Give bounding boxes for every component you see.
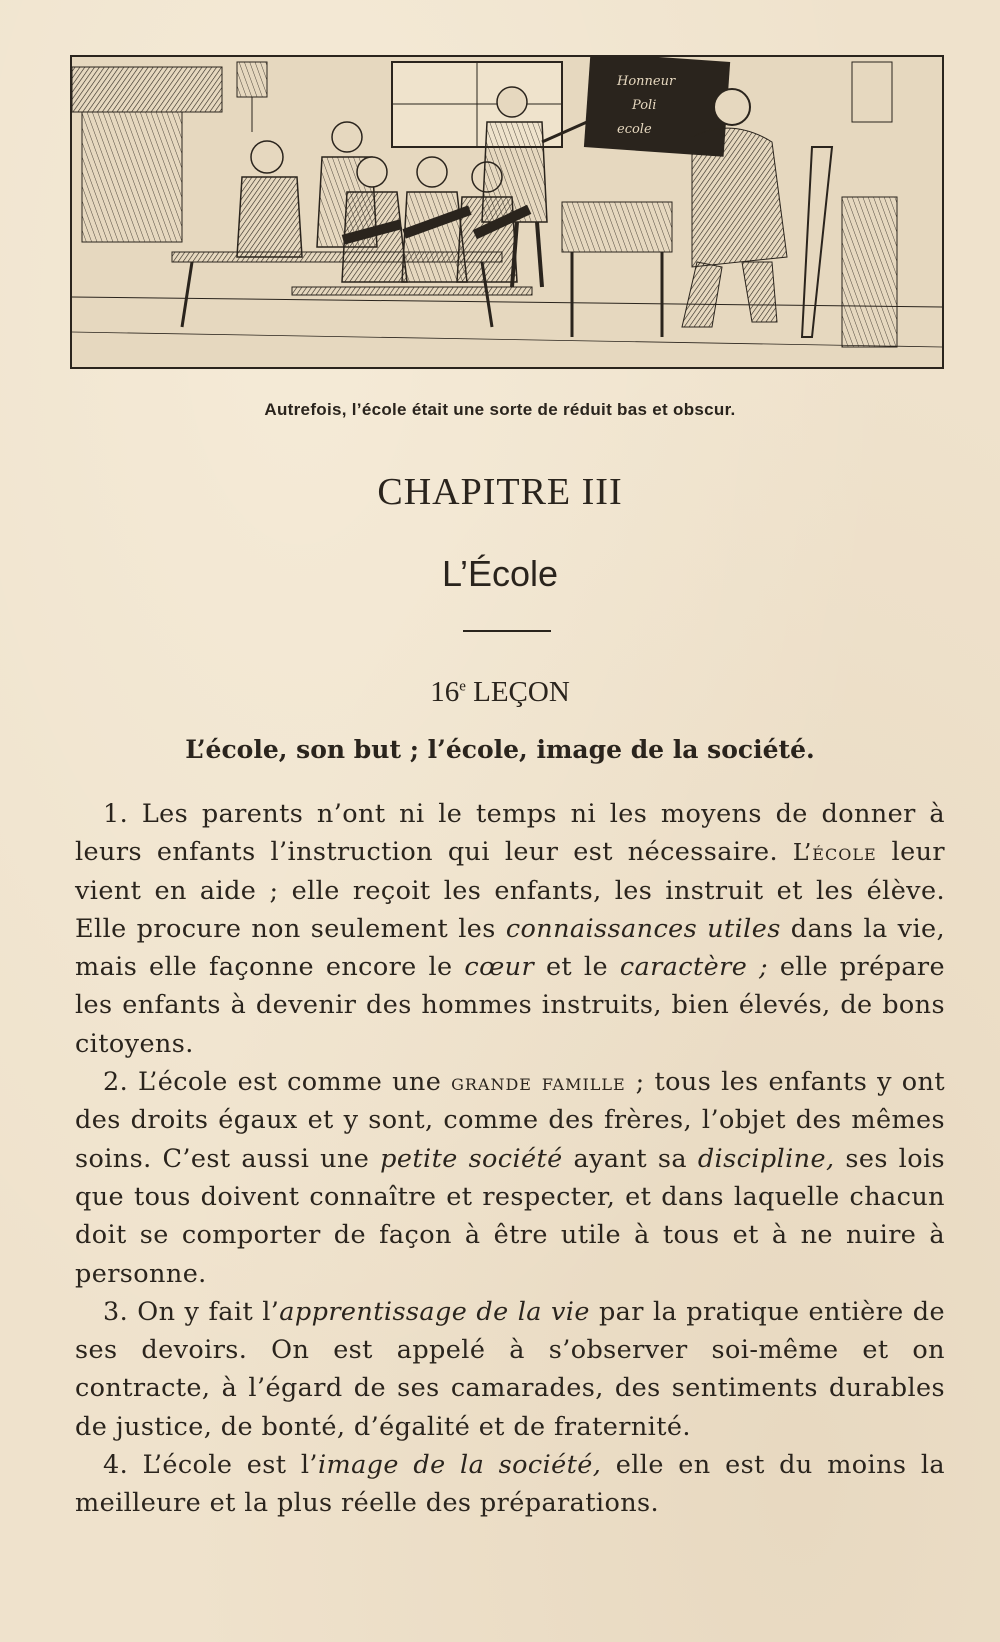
- blackboard-line-3: ecole: [617, 122, 652, 137]
- paragraph-2: [75, 1063, 945, 1293]
- italic-term: discipline,: [697, 1143, 835, 1174]
- small-caps-term: L’école: [792, 838, 877, 867]
- paragraph-1: [75, 795, 945, 1063]
- text-run: ayant sa: [562, 1143, 698, 1174]
- text-run: et le: [534, 952, 620, 983]
- text-run: On y fait l’: [128, 1296, 280, 1327]
- paragraph-number: 1.: [103, 799, 129, 829]
- lesson-number: 16: [430, 676, 460, 708]
- paragraph-number: 4.: [103, 1450, 129, 1481]
- text-run: ses lois que tous doivent connaître et respecter, et dans laquelle chacun doit se comporter de façon à être utile à tous et à ne nuire à personne.: [75, 1143, 946, 1289]
- blackboard-line-2: Poli: [632, 98, 657, 113]
- classroom-engraving: [70, 55, 944, 369]
- text-run: ; tous les enfants y ont des droits égaux et y sont, comme des frères, l’objet des mêmes soins. C’est aussi une: [75, 1067, 945, 1174]
- paragraph-4: [75, 1446, 945, 1523]
- italic-term: connaissances utiles: [505, 913, 781, 944]
- italic-term: cœur: [464, 952, 535, 983]
- small-caps-term: grande famille: [451, 1068, 626, 1097]
- paragraph-number: 2.: [103, 1067, 129, 1098]
- text-run: par la pratique entière de ses devoirs. On est appelé à s’observer soi-même et on contracte, à l’égard de ses camarades, des sentiments durables de justice, de bonté, d’égalité et de fraternité.: [75, 1296, 945, 1442]
- italic-term: petite société: [380, 1143, 563, 1174]
- lesson-label: LEÇON: [473, 676, 570, 708]
- italic-term: apprentissage de la vie: [279, 1296, 590, 1327]
- text-run: leur vient en aide ; elle reçoit les enfants, les instruit et les élève. Elle procure non seulement les: [75, 837, 945, 944]
- italic-term: caractère ;: [619, 952, 769, 983]
- blackboard-line-1: Honneur: [617, 74, 676, 89]
- lesson-title: L’école, son but ; l’école, image de la société.: [185, 735, 815, 764]
- text-run: elle prépare les enfants à devenir des hommes instruits, bien élevés, de bons citoyens.: [75, 952, 946, 1059]
- text-run: L’école est comme une: [128, 1067, 452, 1098]
- text-run: L’école est l’: [128, 1450, 318, 1481]
- lesson-body: [75, 795, 945, 1523]
- engraving-drawing: [72, 57, 942, 367]
- italic-term: image de la société,: [317, 1450, 602, 1481]
- lesson-heading: [0, 676, 1000, 709]
- text-run: Les parents n’ont ni le temps ni les moyens de donner à leurs enfants l’instruction qui leur est nécessaire.: [75, 799, 945, 868]
- lesson-number-suffix: e: [459, 678, 466, 695]
- chapter-heading: CHAPITRE III: [377, 471, 623, 513]
- text-run: dans la vie, mais elle façonne encore le: [75, 913, 946, 983]
- divider-rule: [463, 630, 551, 632]
- paragraph-number: 3.: [103, 1296, 129, 1327]
- text-run: elle en est du moins la meilleure et la plus réelle des préparations.: [75, 1450, 946, 1519]
- paragraph-3: [75, 1293, 945, 1446]
- chapter-title: L’École: [441, 553, 559, 594]
- illustration-caption: Autrefois, l’école était une sorte de réduit bas et obscur.: [264, 400, 736, 419]
